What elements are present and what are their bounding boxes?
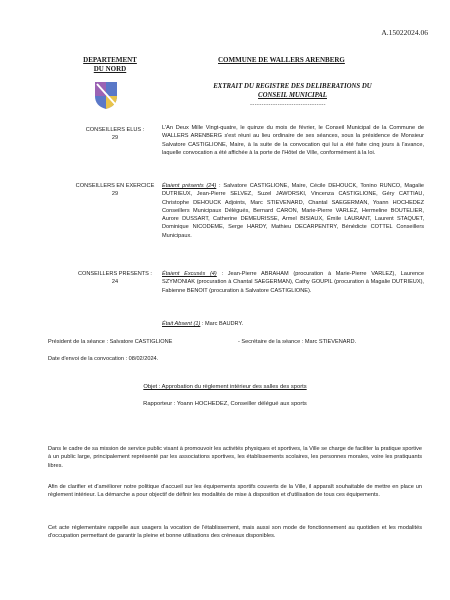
- excuses-text: : Jean-Pierre ABRAHAM (procuration à Marie-Pierre VARLEZ), Laurence SZYMONIAK (procuration à Chantal SAEGERMAN), Cathy GOUPIL (procuration à Magalie DUTRIEUX), Fabienne BENOIT (procuration à Salvatore CASTIGLIONE).: [162, 271, 424, 294]
- absent-text: : Marc BAUDRY.: [200, 321, 244, 327]
- absent-heading: Était Absent (1): [162, 321, 201, 327]
- extract-title-line-2: CONSEIL MUNICIPAL: [258, 92, 327, 99]
- presents-label: CONSEILLERS PRESENTS :: [78, 271, 152, 277]
- department-heading: [60, 56, 160, 74]
- elus-label-block: [60, 126, 170, 142]
- convocation-date: Date d'envoi de la convocation : 08/02/2024.: [48, 356, 159, 362]
- extract-title-line-1: EXTRAIT DU REGISTRE DES DELIBERATIONS DU: [213, 83, 372, 90]
- excuses-paragraph: [162, 270, 424, 295]
- secretaire-line: - Secrétaire de la séance : Marc STIEVENARD.: [238, 339, 357, 345]
- exercice-label-block: [60, 182, 170, 198]
- exercice-label: CONSEILLERS EN EXERCICE: [75, 183, 155, 189]
- document-reference: A.15022024.06: [381, 28, 428, 37]
- rapporteur-line: Rapporteur : Yoann HOCHEDEZ, Conseiller délégué aux sports: [143, 401, 307, 407]
- presents-text: : Salvatore CASTIGLIONE, Maire, Cécile DEHOUCK, Tonino RUNCO, Magalie DUTRIEUX, Jean-Pierre SELVEZ, Suzel JAWORSKI, Vincenza CASTIGLIONE, Géry CATTIAU, Christophe DEHOUCK Adjoints, Marc STIEVENARD, Chantal SAEGERMAN, Yoann HOCHEDEZ Conseillers Municipaux Délégués, Bernard CARON, Marie-Pierre VARLEZ, Hermeline BOUTELIER, Aurore DUSSART, Catherine DEMEURISSE, Armel BISIAUX, Émile LAURANT, Laurent STAQUET, Dominique NICODEME, Serge HARDY, Mathieu DECARPENTRY, Bénédicte COTTEL Conseillers Municipaux.: [162, 183, 424, 239]
- coat-of-arms-icon: [93, 80, 119, 110]
- absent-paragraph: [162, 320, 424, 328]
- commune-heading: COMMUNE DE WALLERS ARENBERG: [218, 56, 345, 64]
- objet-line: Objet : Approbation du règlement intérieur des salles des sports: [143, 384, 307, 390]
- presents-heading: Étaient présents (24): [162, 183, 217, 189]
- intro-paragraph: L'An Deux Mille Vingt-quatre, le quinze du mois de février, le Conseil Municipal de la Commune de WALLERS ARENBERG s'est réuni au lieu ordinaire de ses séances, sous la présidence de Monsieur Salvatore CASTIGLIONE, Maire, à la suite de la convocation qui lui a été faite cinq jours à l'avance, laquelle convocation a été affichée à la porte de l'Hôtel de Ville, conformément à la loi.: [162, 125, 424, 156]
- elus-count: 29: [111, 135, 119, 141]
- title-separator: ---------------------------------: [250, 102, 326, 108]
- presents-label-block: [60, 270, 170, 286]
- elus-label: CONSEILLERS ELUS :: [85, 127, 145, 133]
- excuses-heading: Étaient Excusés (4): [162, 271, 217, 277]
- exercice-count: 29: [111, 191, 119, 197]
- paragraph-1: Dans le cadre de sa mission de service public visant à promouvoir les activités physiques et sportives, la Ville se charge de faciliter la pratique sportive à un public large, principalement représenté par les associations sportives, les établissements scolaires, les personnes morales, voire les pratiquants libres.: [48, 446, 422, 469]
- department-line-1: DEPARTEMENT: [83, 56, 137, 64]
- president-line: Président de la séance : Salvatore CASTIGLIONE: [48, 339, 173, 345]
- presents-count: 24: [111, 279, 119, 285]
- extract-title: [190, 82, 395, 100]
- presents-paragraph: [162, 182, 424, 240]
- paragraph-3: Cet acte réglementaire rappelle aux usagers la vocation de l'établissement, mais aussi son mode de fonctionnement au quotidien et les modalités d'occupation permettant de garantir la pleine et bonne utilisations des créneaux disponibles.: [48, 525, 422, 540]
- paragraph-2: Afin de clarifier et d'améliorer notre politique d'accueil sur les équipements sportifs couverts de la Ville, il apparaît souhaitable de mettre en place un règlement intérieur. La démarche a pour objectif de définir les modalités de mise à disposition et d'utilisation de tous ces équipements.: [48, 484, 422, 499]
- department-line-2: DU NORD: [93, 65, 127, 73]
